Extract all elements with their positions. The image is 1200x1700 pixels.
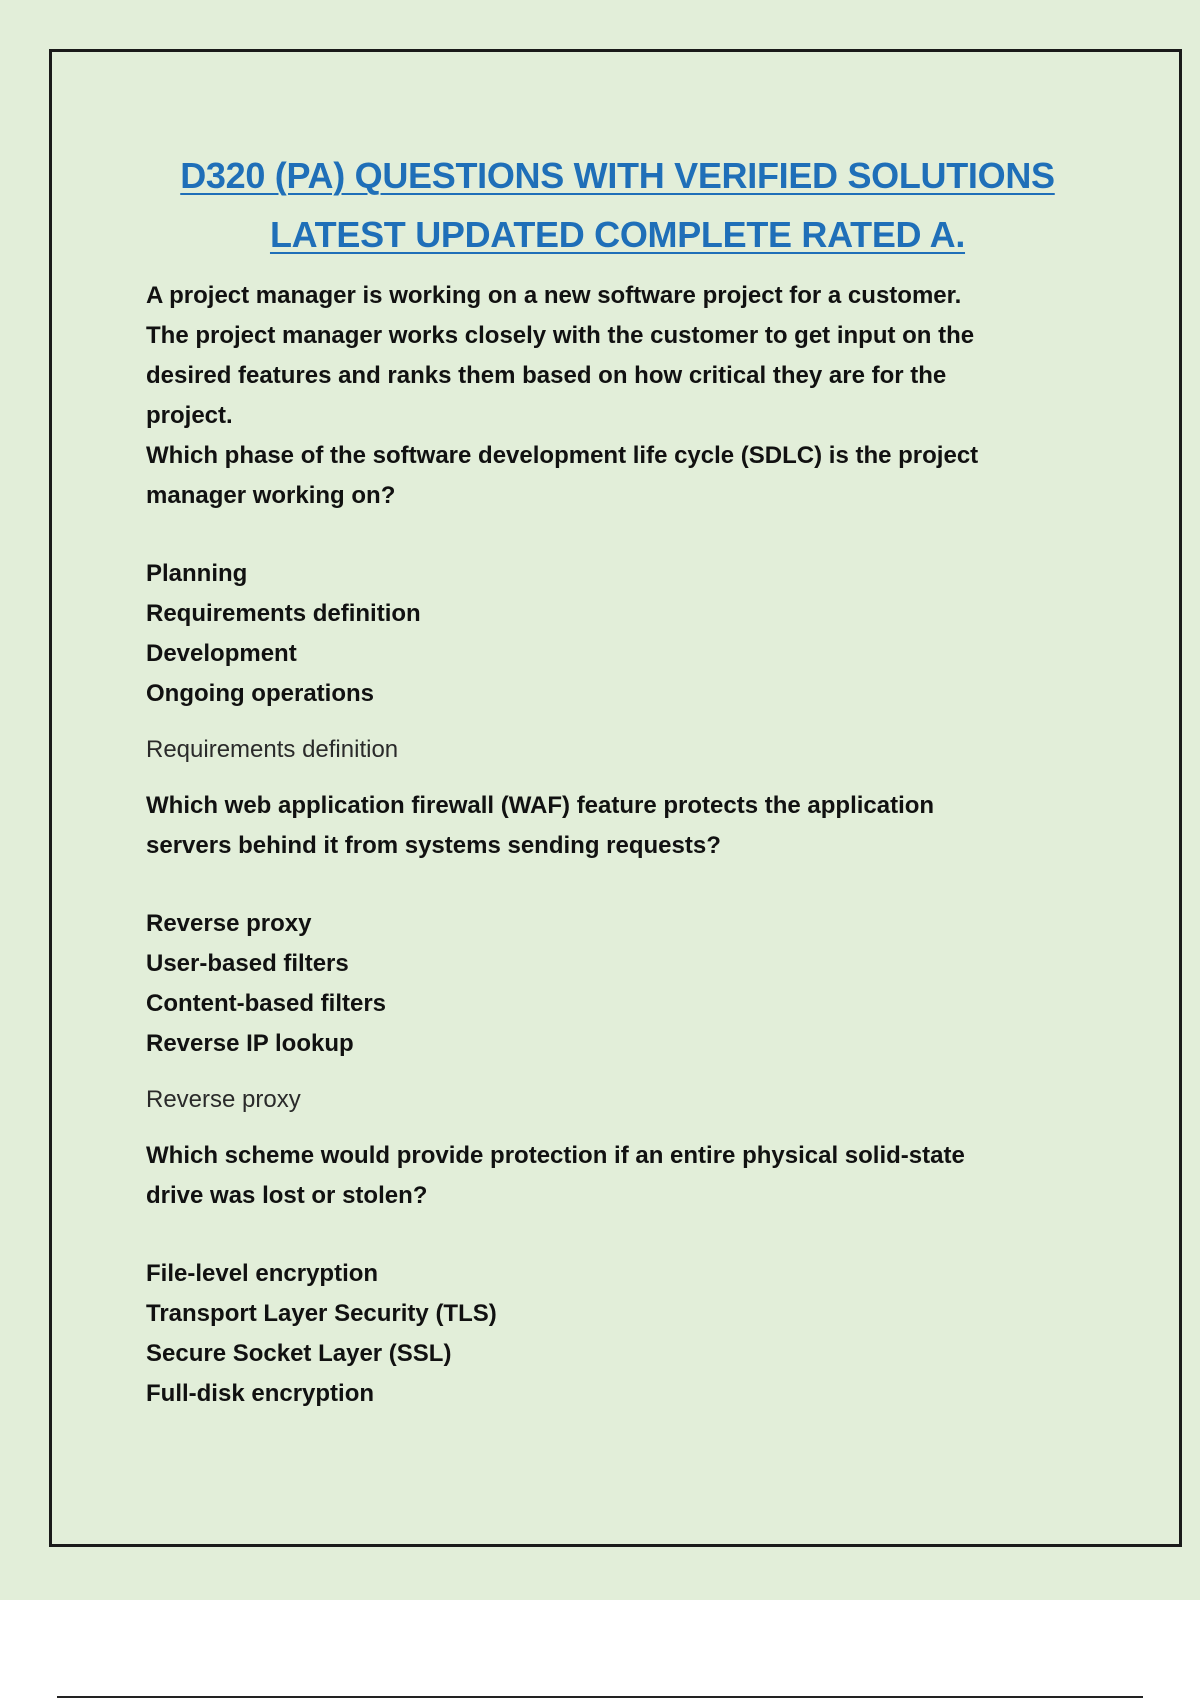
question-line: manager working on? xyxy=(146,482,396,509)
option-item: File-level encryption xyxy=(146,1260,379,1287)
question-line: drive was lost or stolen? xyxy=(146,1182,428,1209)
question-text-1 xyxy=(146,276,1096,516)
option-item: User-based filters xyxy=(146,950,349,977)
footer-divider xyxy=(57,1696,1143,1698)
question-line: desired features and ranks them based on how critical they are for the xyxy=(146,362,947,389)
question-content xyxy=(146,276,1096,1414)
answer-options-1 xyxy=(146,554,1096,714)
option-item: Transport Layer Security (TLS) xyxy=(146,1300,497,1327)
title-line-2: LATEST UPDATED COMPLETE RATED A. xyxy=(269,214,966,255)
question-line: Which web application firewall (WAF) feature protects the application xyxy=(146,792,935,819)
document-title xyxy=(60,146,1175,264)
answer-options-2 xyxy=(146,904,1096,1064)
question-line: Which scheme would provide protection if an entire physical solid-state xyxy=(146,1142,965,1169)
question-text-3 xyxy=(146,1136,1096,1216)
option-item: Secure Socket Layer (SSL) xyxy=(146,1340,452,1367)
option-item: Content-based filters xyxy=(146,990,387,1017)
option-item: Full-disk encryption xyxy=(146,1380,375,1407)
question-line: A project manager is working on a new software project for a customer. xyxy=(146,282,962,309)
option-item: Ongoing operations xyxy=(146,680,374,707)
question-block-2 xyxy=(146,786,1096,1120)
option-item: Reverse proxy xyxy=(146,910,312,937)
answer-options-3 xyxy=(146,1254,1096,1414)
option-item: Development xyxy=(146,640,297,667)
correct-answer-2: Reverse proxy xyxy=(146,1086,301,1113)
option-item: Reverse IP lookup xyxy=(146,1030,354,1057)
title-line-1: D320 (PA) QUESTIONS WITH VERIFIED SOLUTIONS xyxy=(180,155,1055,196)
option-item: Planning xyxy=(146,560,248,587)
option-item: Requirements definition xyxy=(146,600,421,627)
question-line: servers behind it from systems sending requests? xyxy=(146,832,721,859)
question-line: project. xyxy=(146,402,233,429)
question-line: Which phase of the software development life cycle (SDLC) is the project xyxy=(146,442,979,469)
question-line: The project manager works closely with the customer to get input on the xyxy=(146,322,975,349)
question-block-1 xyxy=(146,276,1096,770)
question-text-2 xyxy=(146,786,1096,866)
correct-answer-1: Requirements definition xyxy=(146,736,399,763)
question-block-3 xyxy=(146,1136,1096,1414)
